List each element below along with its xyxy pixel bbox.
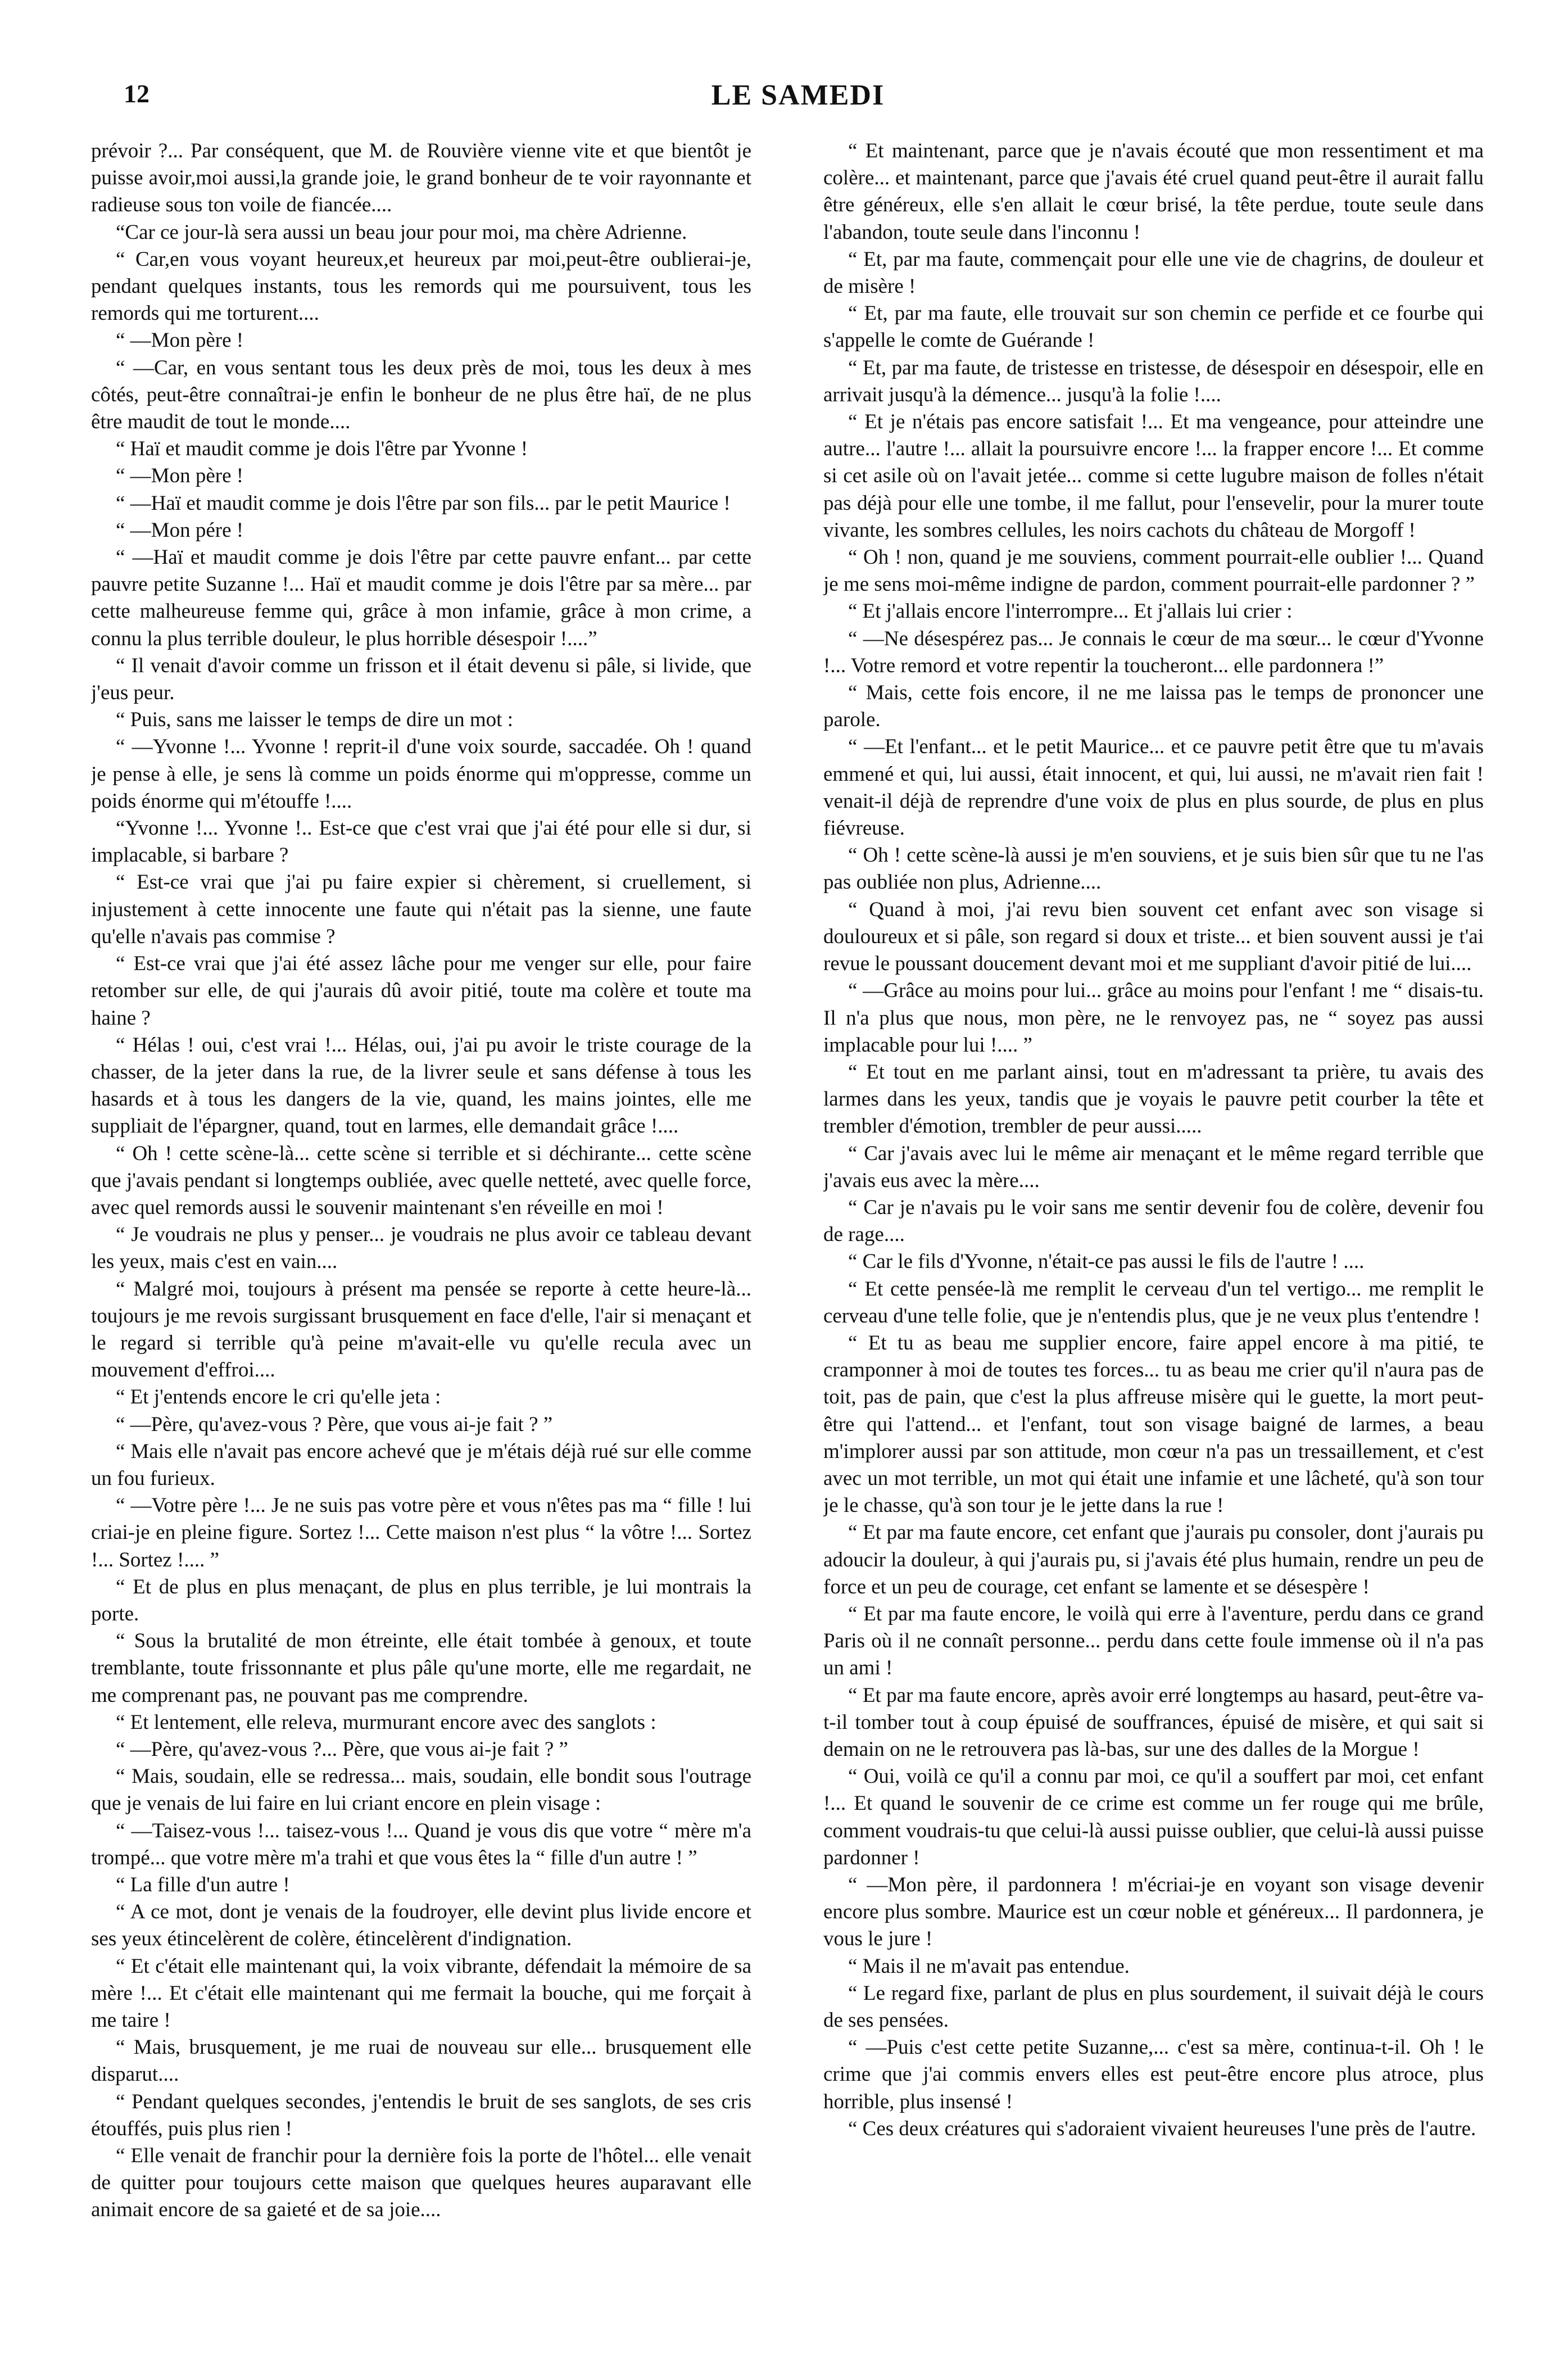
paragraph: “ Quand à moi, j'ai revu bien souvent cet enfant avec son visage si douloureux et si pâle, son regard si doux et triste... et bien souvent aussi je t'ai revue le poussant doucement devant moi et me suppliant d'avoir pitié de lui.... [823,898,1484,976]
paragraph: “ —Père, qu'avez-vous ?... Père, que vous ai-je fait ? ” [116,1737,568,1761]
paragraph: “ —Haï et maudit comme je dois l'être par cette pauvre enfant... par cette pauvre petite Suzanne !... Haï et maudit comme je dois l'être par sa mère... par cette malheureuse femme qui, grâce à mon infamie, grâce à mon crime, a connu la plus terrible douleur, le plus horrible désespoir !....” [91,546,751,650]
paragraph: “ Car je n'avais pu le voir sans me sentir devenir fou de colère, devenir fou de rage.... [823,1195,1484,1247]
paragraph: “ Pendant quelques secondes, j'entendis le bruit de ses sanglots, de ses cris étouffés, puis plus rien ! [91,2090,751,2140]
paragraph: “ —Mon père ! [116,464,244,488]
paragraph: “ Car le fils d'Yvonne, n'était-ce pas aussi le fils de l'autre ! .... [848,1250,1365,1274]
paragraph: “ —Haï et maudit comme je dois l'être par son fils... par le petit Maurice ! [116,491,731,515]
paragraph: “ La fille d'un autre ! [116,1873,290,1896]
paragraph: “ Oh ! non, quand je me souviens, comment pourrait-elle oublier !... Quand je me sens moi-même indigne de pardon, comment pourrait-elle pardonner ? ” [823,546,1484,596]
paragraph: “ —Mon père ! [116,329,244,352]
paragraph: “ Car,en vous voyant heureux,et heureux par moi,peut-être oublierai-je, pendant quelques instants, tous les remords qui me poursuivent, tous les remords qui me torturent.... [91,247,751,325]
paragraph: “ Et c'était elle maintenant qui, la voix vibrante, défendait la mémoire de sa mère !... Et c'était elle maintenant qui me fermait la bouche, qui me forçait à me taire ! [91,1954,751,2032]
paragraph: “ —Mon père, il pardonnera ! m'écriai-je en voyant son visage devenir encore plus sombre. Maurice est un cœur noble et généreux... Il pardonnera, je vous le jure ! [823,1873,1484,1951]
paragraph: “ Le regard fixe, parlant de plus en plus sourdement, il suivait déjà le cours de ses pensées. [823,1981,1484,2032]
paragraph: “Yvonne !... Yvonne !.. Est-ce que c'est vrai que j'ai été pour elle si dur, si implacable, si barbare ? [91,817,751,867]
paragraph: “ Oh ! cette scène-là... cette scène si terrible et si déchirante... cette scène que j'avais pendant si longtemps oubliée, avec quelle netteté, avec quelle force, avec quel remords aussi le souvenir maintenant s'en réveille en moi ! [91,1142,751,1219]
paragraph: “ A ce mot, dont je venais de la foudroyer, elle devint plus livide encore et ses yeux étincelèrent de colère, étincelèrent d'indignation. [91,1900,751,1951]
paragraph: “ Et j'allais encore l'interrompre... Et j'allais lui crier : [848,600,1293,623]
paragraph: “ Haï et maudit comme je dois l'être par Yvonne ! [116,437,528,461]
paragraph: “ Puis, sans me laisser le temps de dire un mot : [116,708,513,732]
paragraph: “ —Père, qu'avez-vous ? Père, que vous ai-je fait ? ” [116,1412,553,1436]
paragraph: “ Et de plus en plus menaçant, de plus en plus terrible, je lui montrais la porte. [91,1575,751,1625]
paragraph: “ Mais, soudain, elle se redressa... mais, soudain, elle bondit sous l'outrage que je venais de lui faire en lui criant encore en plein visage : [91,1765,751,1815]
paragraph: “ Mais, brusquement, je me ruai de nouveau sur elle... brusquement elle disparut.... [91,2036,751,2086]
paragraph: “ Et par ma faute encore, cet enfant que j'aurais pu consoler, dont j'aurais pu adoucir la douleur, à qui j'aurais pu, si j'avais été plus humain, rendre un peu de force et un peu de courage, cet enfant se lamente et se désespère ! [823,1521,1484,1598]
paragraph: “ —Taisez-vous !... taisez-vous !... Quand je vous dis que votre “ mère m'a trompé... que votre mère m'a trahi et que vous êtes la “ fille d'un autre ! ” [91,1819,751,1869]
paragraph: “ Malgré moi, toujours à présent ma pensée se reporte à cette heure-là... toujours je me revois surgissant brusquement en face d'elle, l'air si menaçant et le regard si terrible qu'à peine m'avait-elle vu qu'elle recula avec un mouvement d'effroi.... [91,1277,751,1382]
running-title: LE SAMEDI [711,79,885,111]
paragraph: “ —Yvonne !... Yvonne ! reprit-il d'une voix sourde, saccadée. Oh ! quand je pense à elle, je sens là comme un poids énorme qui m'oppresse, comme un poids énorme qui m'étouffe !.... [91,735,751,813]
paragraph: prévoir ?... Par conséquent, que M. de Rouvière vienne vite et que bientôt je puisse avoir,moi aussi,la grande joie, le grand bonheur de te voir rayonnante et radieuse sous ton voile de fiancée.... [91,139,751,217]
paragraph: “ Mais, cette fois encore, il ne me laissa pas le temps de prononcer une parole. [823,681,1484,732]
page-number: 12 [124,79,149,108]
paragraph: “ Hélas ! oui, c'est vrai !... Hélas, oui, j'ai pu avoir le triste courage de la chasser, de la jeter dans la rue, de la livrer seule et sans défense à tous les hasards et à tous les dangers de la vie, quand, les mains jointes, elle me suppliait de l'épargner, quand, tout en larmes, elle demandait grâce !.... [91,1033,751,1138]
paragraph: “ Et, par ma faute, commençait pour elle une vie de chagrins, de douleur et de misère ! [823,247,1484,298]
paragraph: “ Elle venait de franchir pour la dernière fois la porte de l'hôtel... elle venait de quitter pour toujours cette maison que quelques heures auparavant elle animait encore de sa gaieté et de sa joie.... [91,2144,751,2222]
paragraph: “ Et, par ma faute, de tristesse en tristesse, de désespoir en désespoir, elle en arrivait jusqu'à la démence... jusqu'à la folie !.... [823,356,1484,406]
paragraph: “ Est-ce vrai que j'ai été assez lâche pour me venger sur elle, pour faire retomber sur elle, de qui j'aurais dû avoir pitié, toute ma colère et toute ma haine ? [91,952,751,1030]
page-header [112,79,1484,129]
paragraph: “ —Votre père !... Je ne suis pas votre père et vous n'êtes pas ma “ fille ! lui criai-je en pleine figure. Sortez !... Cette maison n'est plus “ la vôtre !... Sortez !... Sortez !.... ” [91,1494,751,1572]
paragraph: “ Et lentement, elle releva, murmurant encore avec des sanglots : [116,1710,656,1734]
paragraph: “ Et tout en me parlant ainsi, tout en m'adressant ta prière, tu avais des larmes dans les yeux, tandis que je voyais le pauvre petit courber la tête et trembler d'émotion, trembler de peur aussi..... [823,1060,1484,1138]
paragraph: “ Est-ce vrai que j'ai pu faire expier si chèrement, si cruellement, si injustement à cette innocente une faute qui n'était pas la sienne, une faute qu'elle n'avais pas commise ? [91,871,751,948]
paragraph: “ —Et l'enfant... et le petit Maurice... et ce pauvre petit être que tu m'avais emmené et qui, lui aussi, était innocent, et qui, lui aussi, ne m'avait rien fait ! venait-il déjà de reprendre d'une voix de plus en plus sourde, de plus en plus fiévreuse. [823,735,1484,840]
paragraph: “ Et tu as beau me supplier encore, faire appel encore à ma pitié, te cramponner à moi de toutes tes forces... tu as beau me crier qu'il n'aura pas de toit, pas de pain, que c'est la plus affreuse misère qui le guette, la mort peut-être qui l'attend... et l'enfant, tout son visage baigné de larmes, a beau m'implorer aussi par son attitude, mon cœur n'a pas un tressaillement, et c'est avec un mot terrible, un mot qui était une infamie et une lâcheté, qu'à son tour je le chasse, qu'à son tour je le jette dans la rue ! [823,1331,1484,1518]
left-column [91,138,751,2307]
paragraph: “ Et par ma faute encore, le voilà qui erre à l'aventure, perdu dans ce grand Paris où il ne connaît personne... perdu dans cette foule immense où il n'a pas un ami ! [823,1602,1484,1680]
paragraph: “ —Puis c'est cette petite Suzanne,... c'est sa mère, continua-t-il. Oh ! le crime que j'ai commis envers elles est peut-être encore plus atroce, plus horrible, plus insensé ! [823,2036,1484,2113]
paragraph: “ Et j'entends encore le cri qu'elle jeta : [116,1385,441,1409]
paragraph: “ Je voudrais ne plus y penser... je voudrais ne plus avoir ce tableau devant les yeux, mais c'est en vain.... [91,1223,751,1274]
paragraph: “ Sous la brutalité de mon étreinte, elle était tombée à genoux, et toute tremblante, toute frissonnante et plus pâle qu'une morte, elle me regardait, ne me comprenant pas, ne pouvant pas me comprendre. [91,1629,751,1707]
paragraph: “ —Grâce au moins pour lui... grâce au moins pour l'enfant ! me “ disais-tu. Il n'a plus que nous, mon père, ne le renvoyez pas, ne “ soyez pas aussi implacable pour lui !.... ” [823,979,1484,1057]
paragraph: “ Car j'avais avec lui le même air menaçant et le même regard terrible que j'avais eus avec la mère.... [823,1142,1484,1192]
paragraph: “ Et je n'étais pas encore satisfait !... Et ma vengeance, pour atteindre une autre... l'autre !... allait la poursuivre encore !... la frapper encore !... Et comme si cet asile où on l'avait jetée... comme si cette lugubre maison de folles n'était pas déjà pour elle une tombe, il me fallut, pour l'ensevelir, pour la murer toute vivante, les sombres cellules, les noirs cachots du château de Morgoff ! [823,410,1484,542]
paragraph: “ Et, par ma faute, elle trouvait sur son chemin ce perfide et ce fourbe qui s'appelle le comte de Guérande ! [823,302,1484,352]
paragraph: “ Et maintenant, parce que je n'avais écouté que mon ressentiment et ma colère... et maintenant, parce que j'avais été cruel quand peut-être il aurait fallu être généreux, elle s'en allait le cœur brisé, la tête perdue, toute seule dans l'abandon, toute seule dans l'inconnu ! [823,139,1484,244]
paragraph: “ —Car, en vous sentant tous les deux près de moi, tous les deux à mes côtés, peut-être connaîtrai-je enfin le bonheur de ne plus être haï, de ne plus être maudit de tout le monde.... [91,356,751,434]
paragraph: “ —Ne désespérez pas... Je connais le cœur de ma sœur... le cœur d'Yvonne !... Votre remord et votre repentir la toucheront... elle pardonnera !” [823,627,1484,677]
right-column [823,138,1484,2307]
paragraph: “ Il venait d'avoir comme un frisson et il était devenu si pâle, si livide, que j'eus peur. [91,654,751,705]
paragraph: “ Et cette pensée-là me remplit le cerveau d'un tel vertigo... me remplit le cerveau d'une telle folie, que je n'entendis plus, que je ne veux plus t'entendre ! [823,1277,1484,1328]
paragraph: “ —Mon pére ! [116,518,244,542]
paragraph: “ Oh ! cette scène-là aussi je m'en souviens, et je suis bien sûr que tu ne l'as pas oubliée non plus, Adrienne.... [823,844,1484,894]
paragraph: “Car ce jour-là sera aussi un beau jour pour moi, ma chère Adrienne. [116,220,687,244]
paragraph: “ Ces deux créatures qui s'adoraient vivaient heureuses l'une près de l'autre. [848,2117,1476,2140]
paragraph: “ Mais elle n'avait pas encore achevé que je m'étais déjà rué sur elle comme un fou furieux. [91,1439,751,1490]
paragraph: “ Et par ma faute encore, après avoir erré longtemps au hasard, peut-être va-t-il tomber tout à coup épuisé de souffrances, épuisé de misère, et qui sait si demain on ne le retrouvera pas là-bas, sur une des dalles de la Morgue ! [823,1683,1484,1761]
paragraph: “ Mais il ne m'avait pas entendue. [848,1954,1130,1978]
paragraph: “ Oui, voilà ce qu'il a connu par moi, ce qu'il a souffert par moi, cet enfant !... Et quand le souvenir de ce crime est comme un fer rouge qui me brûle, comment voudrais-tu que celui-là aussi puisse oublier, que celui-là aussi puisse pardonner ! [823,1765,1484,1869]
